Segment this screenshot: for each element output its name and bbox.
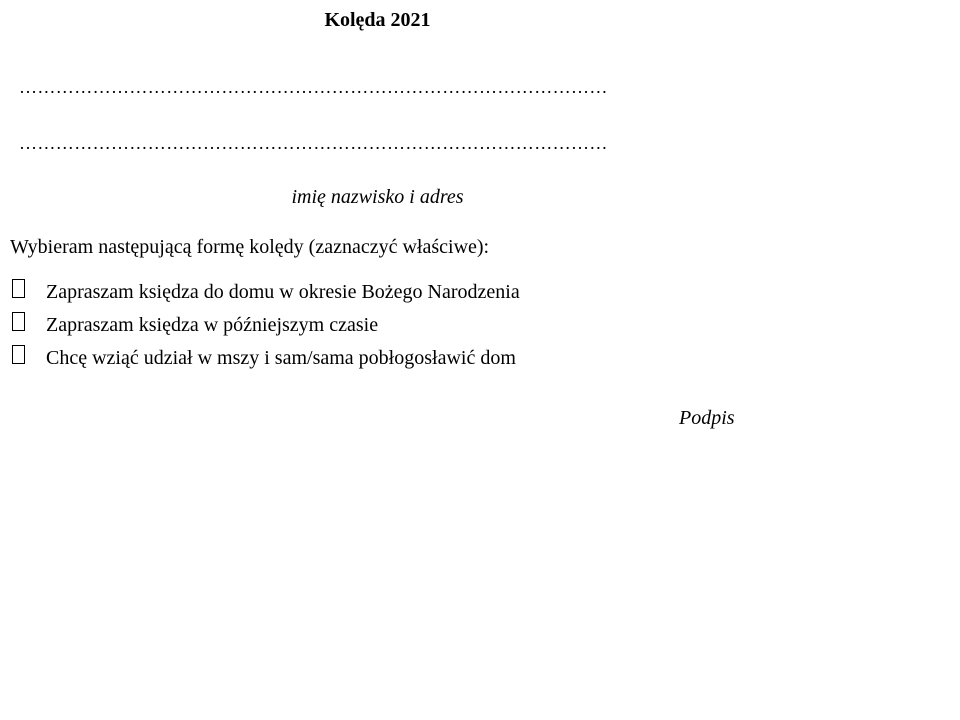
form-title: Kolęda 2021 — [324, 9, 431, 31]
option-checkbox[interactable] — [12, 345, 25, 364]
options-list — [12, 278, 520, 377]
address-fill-line[interactable]: …………………………………………………………………………………… — [19, 133, 608, 153]
option-home-visit — [12, 278, 520, 311]
option-label: Zapraszam księdza do domu w okresie Bożego Narodzenia — [46, 281, 520, 303]
option-mass-blessing — [12, 344, 520, 377]
option-label: Zapraszam księdza w późniejszym czasie — [46, 314, 379, 336]
name-fill-line[interactable]: …………………………………………………………………………………… — [19, 77, 608, 97]
option-checkbox[interactable] — [12, 312, 25, 331]
form-instruction: Wybieram następującą formę kolędy (zaznaczyć właściwe): — [10, 236, 490, 258]
option-checkbox[interactable] — [12, 279, 25, 298]
option-label: Chcę wziąć udział w mszy i sam/sama pobłogosławić dom — [46, 347, 516, 369]
name-address-caption: imię nazwisko i adres — [291, 186, 464, 208]
option-later-visit — [12, 311, 520, 344]
signature-label: Podpis — [679, 407, 735, 429]
